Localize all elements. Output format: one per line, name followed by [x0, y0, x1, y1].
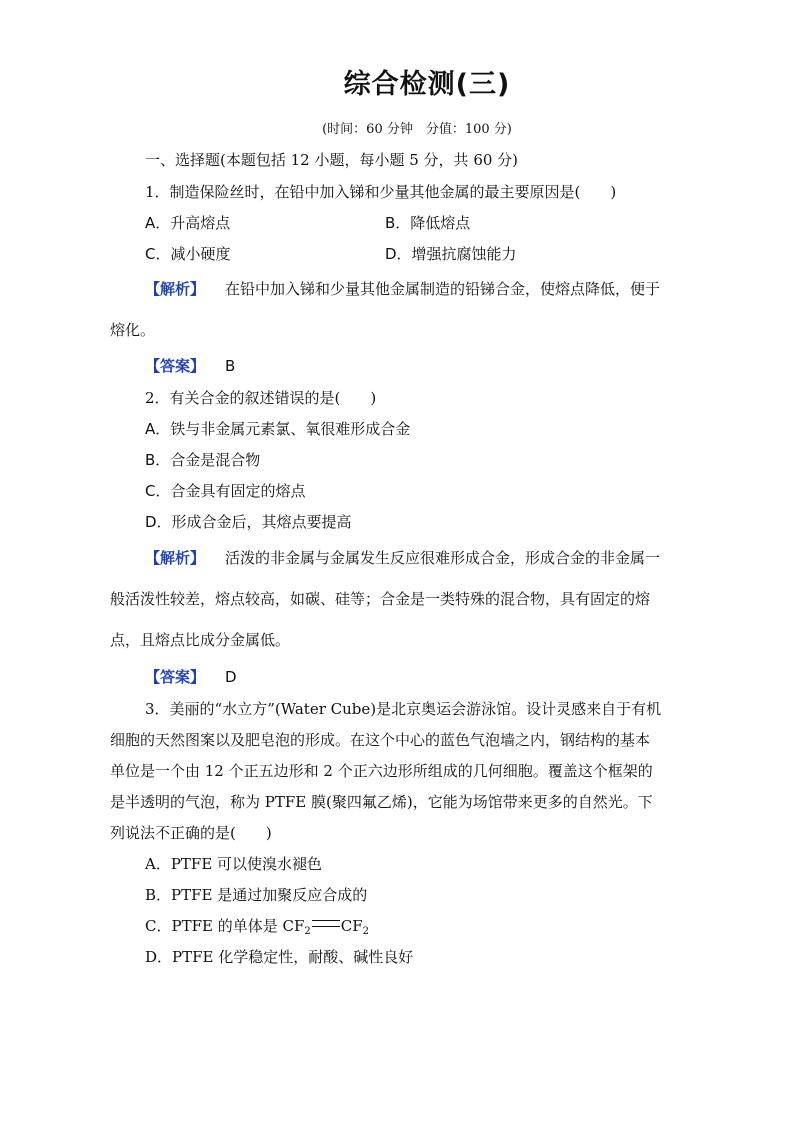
question-3-stem-line-5: 列说法不正确的是( ): [110, 824, 272, 842]
question-3-stem-line-2: 细胞的天然图案以及肥皂泡的形成。在这个中心的蓝色气泡墙之内，钢结构的基本: [110, 731, 651, 749]
question-1-option-c: C．减小硬度: [145, 245, 231, 263]
question-3-stem-line-3: 单位是一个由 12 个正五边形和 2 个正六边形所组成的几何细胞。覆盖这个框架的: [110, 762, 653, 780]
formula-subscript: 2: [362, 926, 369, 937]
analysis-text: 活泼的非金属与金属发生反应很难形成合金，形成合金的非金属一: [225, 549, 661, 567]
question-1-option-a: A．升高熔点: [145, 214, 231, 232]
formula-cf: CF: [340, 917, 363, 935]
answer-label: 【答案】: [145, 357, 206, 375]
question-2-option-b: B．合金是混合物: [145, 451, 261, 469]
question-3-stem-line-1: 3．美丽的“水立方”(Water Cube)是北京奥运会游泳馆。设计灵感来自于有机: [145, 700, 662, 718]
question-2-answer: [145, 667, 237, 687]
question-2-option-c: C．合金具有固定的熔点: [145, 482, 306, 500]
question-2-option-d: D．形成合金后，其熔点要提高: [145, 513, 352, 531]
answer-label: 【答案】: [145, 668, 206, 686]
formula-subscript: 2: [304, 926, 311, 937]
question-1-stem: 1．制造保险丝时，在铅中加入锑和少量其他金属的最主要原因是( ): [145, 183, 617, 201]
analysis-text: 在铅中加入锑和少量其他金属制造的铅锑合金，使熔点降低，便于: [225, 280, 661, 298]
question-1-analysis-cont: 熔化。: [110, 321, 156, 339]
question-3-option-d: D．PTFE 化学稳定性，耐酸、碱性良好: [145, 948, 414, 966]
question-3-option-b: B．PTFE 是通过加聚反应合成的: [145, 886, 368, 904]
question-3-option-a: A．PTFE 可以使溴水褪色: [145, 855, 323, 873]
question-3-stem-line-4: 是半透明的气泡，称为 PTFE 膜(聚四氟乙烯)，它能为场馆带来更多的自然光。下: [110, 793, 653, 811]
question-2-option-a: A．铁与非金属元素氯、氧很难形成合金: [145, 420, 411, 438]
exam-info: (时间：60 分钟 分值：100 分): [322, 122, 512, 137]
question-3-option-c: [145, 916, 369, 936]
question-2-stem: 2．有关合金的叙述错误的是( ): [145, 389, 377, 407]
analysis-label: 【解析】: [145, 280, 206, 298]
question-2-analysis-cont-2: 点，且熔点比成分金属低。: [110, 631, 291, 649]
option-c-prefix: C．PTFE 的单体是 CF: [145, 917, 305, 935]
page-title: 综合检测(三): [343, 69, 511, 100]
question-1-option-b: B．降低熔点: [385, 214, 471, 232]
question-2-analysis: [145, 548, 660, 568]
double-bond: [312, 920, 340, 927]
question-2-analysis-cont-1: 般活泼性较差，熔点较高，如碳、硅等；合金是一类特殊的混合物，具有固定的熔: [110, 590, 651, 608]
question-1-answer: [145, 356, 235, 376]
answer-value: D: [225, 668, 237, 686]
analysis-label: 【解析】: [145, 549, 206, 567]
section-heading: 一、选择题(本题包括 12 小题，每小题 5 分，共 60 分): [145, 151, 519, 169]
answer-value: B: [225, 357, 236, 375]
question-1-option-d: D．增强抗腐蚀能力: [385, 245, 517, 263]
question-1-analysis: [145, 279, 660, 299]
